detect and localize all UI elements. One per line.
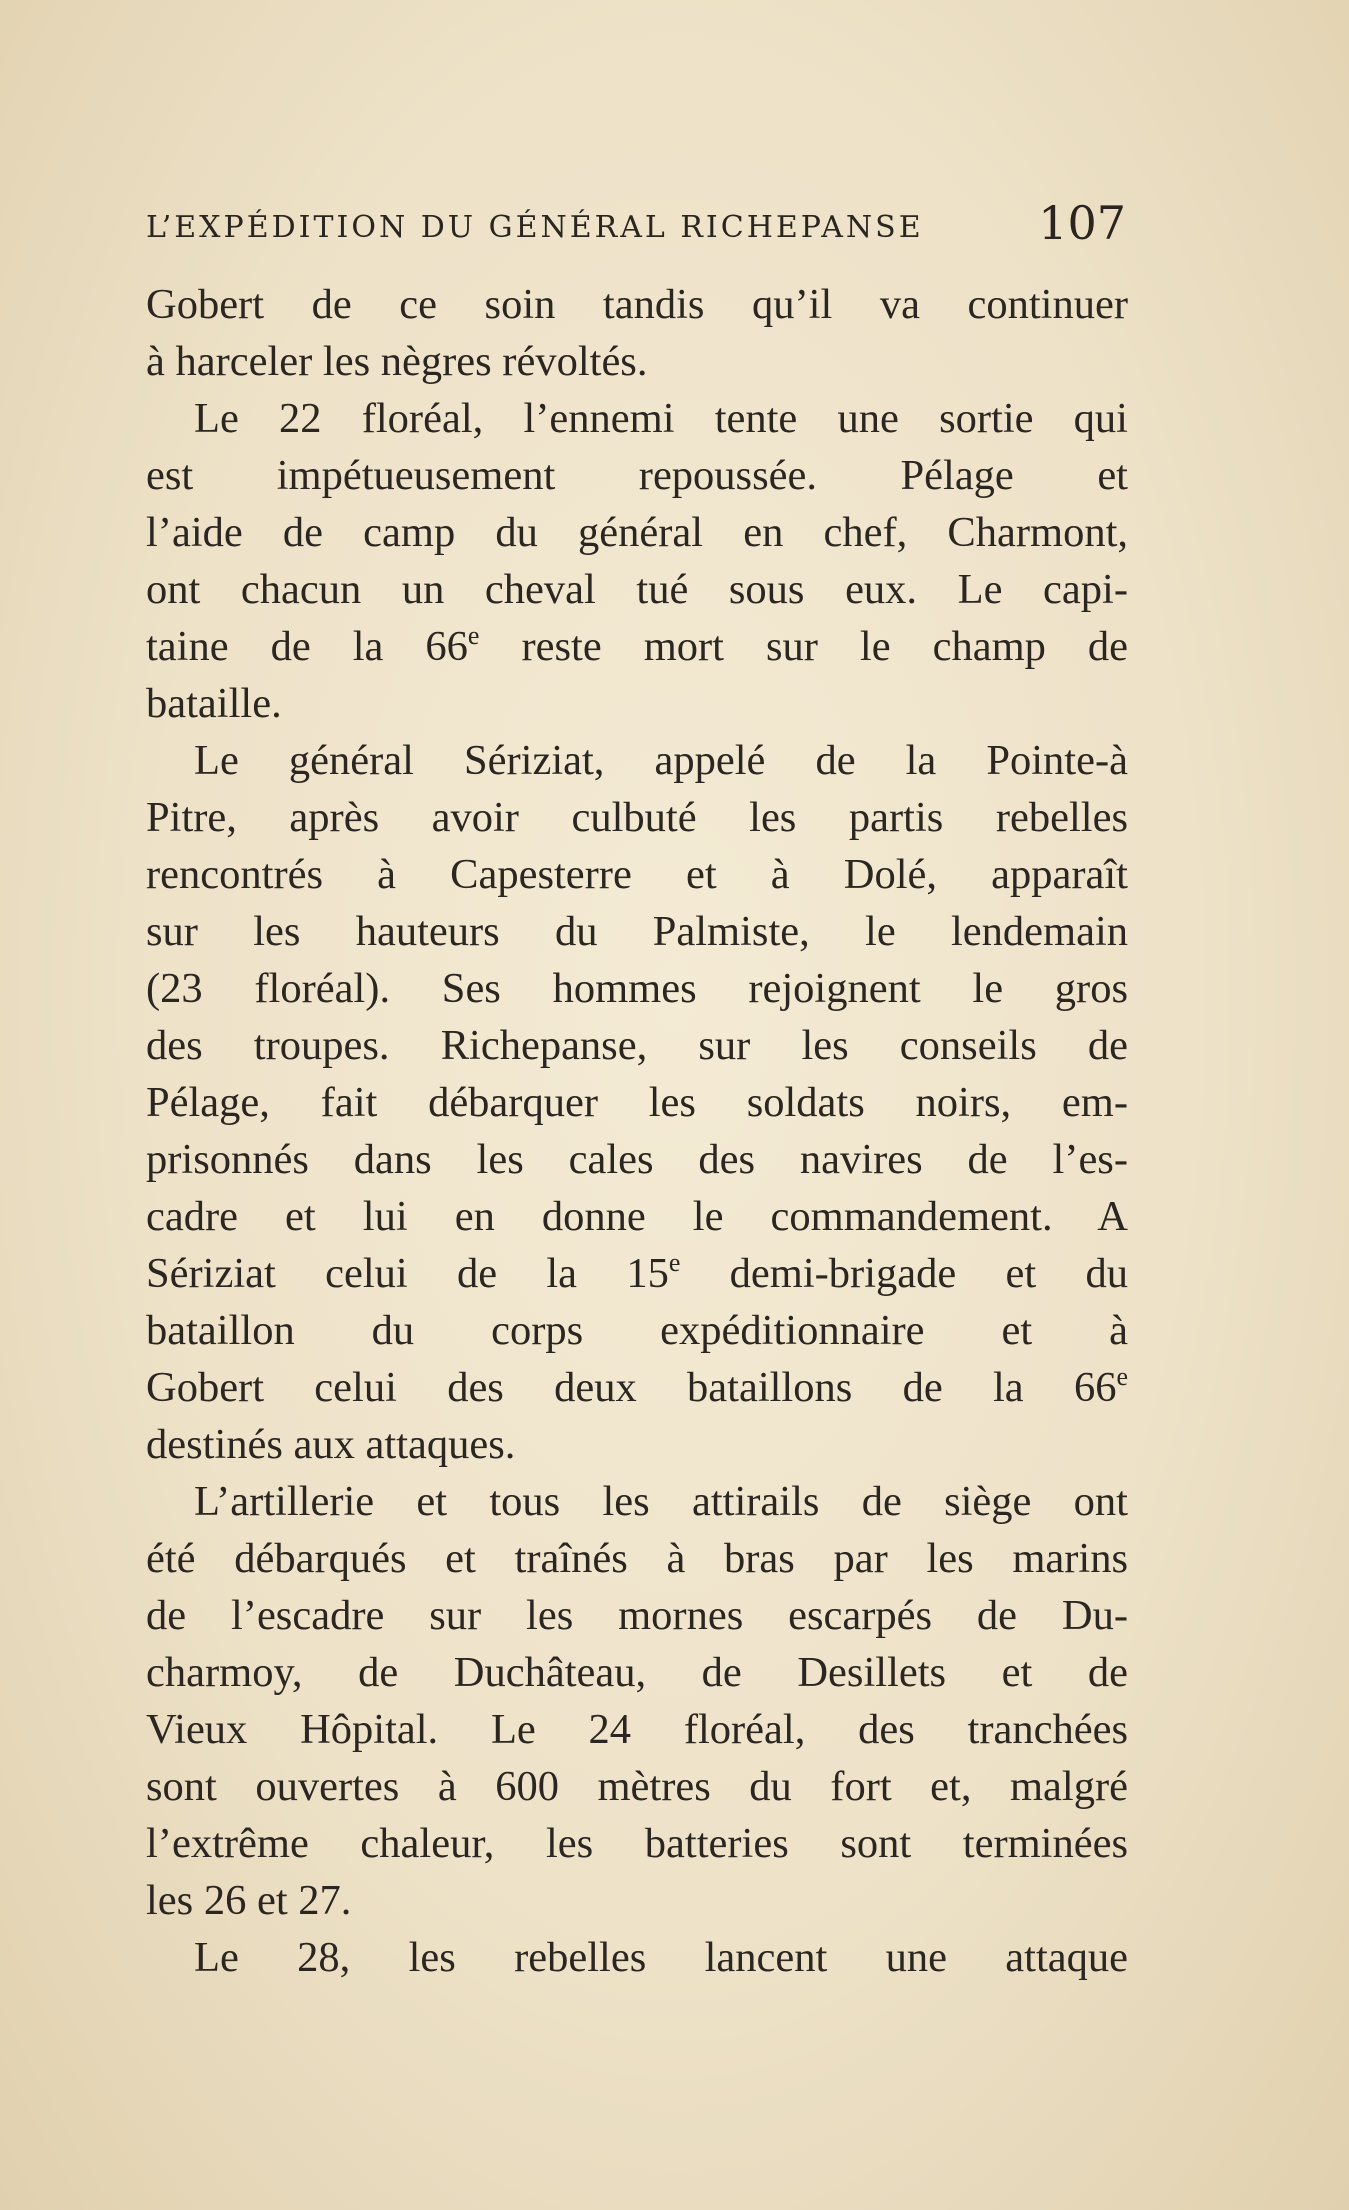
text-line: l’aide de camp du général en chef, Charmont, xyxy=(146,509,1128,556)
text-line: à harceler les nègres révoltés. xyxy=(146,338,648,385)
text-line: bataillon du corps expéditionnaire et à xyxy=(146,1307,1128,1354)
text-line xyxy=(146,618,1128,675)
running-title: L’EXPÉDITION DU GÉNÉRAL RICHEPANSE xyxy=(146,210,924,245)
text-line: sur les hauteurs du Palmiste, le lendemain xyxy=(146,908,1128,955)
text-line: prisonnés dans les cales des navires de l’es- xyxy=(146,1136,1128,1183)
text-line: ont chacun un cheval tué sous eux. Le capi- xyxy=(146,566,1128,613)
text-fragment: reste mort sur le champ de xyxy=(479,623,1128,670)
text-line: les 26 et 27. xyxy=(146,1877,352,1924)
text-line: Vieux Hôpital. Le 24 floréal, des tranchées xyxy=(146,1706,1128,1753)
text-line: cadre et lui en donne le commandement. A xyxy=(146,1193,1128,1240)
text-line: sont ouvertes à 600 mètres du fort et, malgré xyxy=(146,1763,1128,1810)
text-line: des troupes. Richepanse, sur les conseils de xyxy=(146,1022,1128,1069)
text-line: bataille. xyxy=(146,680,282,727)
text-line: été débarqués et traînés à bras par les marins xyxy=(146,1535,1128,1582)
body-text xyxy=(146,276,1128,1986)
text-line xyxy=(146,1359,1128,1416)
text-line xyxy=(146,1245,1128,1302)
text-line: L’artillerie et tous les attirails de siège ont xyxy=(194,1478,1128,1525)
text-line: Le 22 floréal, l’ennemi tente une sortie qui xyxy=(194,395,1128,442)
text-line: charmoy, de Duchâteau, de Desillets et de xyxy=(146,1649,1128,1696)
text-line: Gobert de ce soin tandis qu’il va continuer xyxy=(146,281,1128,328)
text-line: de l’escadre sur les mornes escarpés de Du- xyxy=(146,1592,1128,1639)
text-line: rencontrés à Capesterre et à Dolé, apparaît xyxy=(146,851,1128,898)
text-line: Pélage, fait débarquer les soldats noirs, em- xyxy=(146,1079,1128,1126)
text-line: Le 28, les rebelles lancent une attaque xyxy=(194,1934,1128,1981)
superscript: e xyxy=(467,621,480,650)
page-number: 107 xyxy=(1038,196,1126,250)
text-line: est impétueusement repoussée. Pélage et xyxy=(146,452,1128,499)
text-line: l’extrême chaleur, les batteries sont terminées xyxy=(146,1820,1128,1867)
superscript: e xyxy=(668,1248,681,1277)
text-fragment: Gobert celui des deux bataillons de la 66 xyxy=(146,1364,1117,1411)
text-line: destinés aux attaques. xyxy=(146,1421,516,1468)
text-line: Le général Sériziat, appelé de la Pointe-à xyxy=(194,737,1128,784)
text-fragment: taine de la 66 xyxy=(146,623,468,670)
text-fragment: demi-brigade et du xyxy=(680,1250,1128,1297)
text-line: Pitre, après avoir culbuté les partis rebelles xyxy=(146,794,1128,841)
superscript: e xyxy=(1116,1362,1128,1391)
text-fragment: Sériziat celui de la 15 xyxy=(146,1250,669,1297)
text-line: (23 floréal). Ses hommes rejoignent le gros xyxy=(146,965,1128,1012)
page-header xyxy=(146,196,1126,256)
